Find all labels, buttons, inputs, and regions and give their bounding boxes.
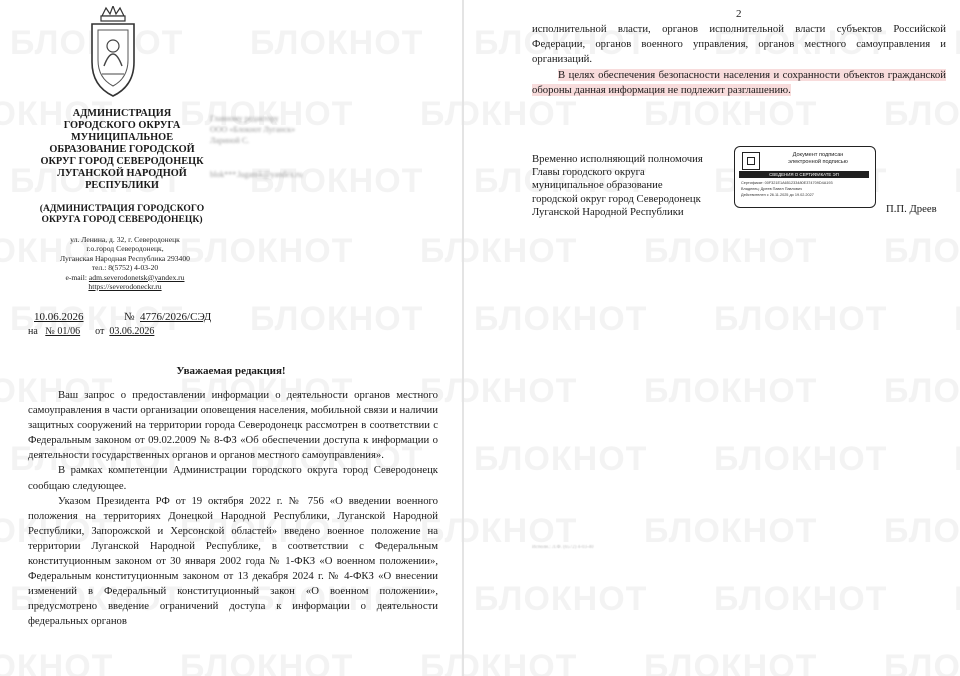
recipient-email: blok***.lugansk@yandex.ru bbox=[210, 170, 303, 179]
watermark-text bbox=[714, 300, 887, 339]
watermark-text bbox=[474, 300, 647, 339]
watermark-text bbox=[714, 440, 887, 479]
page-number: 2 bbox=[736, 8, 742, 20]
paragraph: Ваш запрос о предоставлении информации о деятельности органов местного самоуправления в части организации оповещения населения, мобильной связи и наличии защитных сооружений на территории города Северодонецк рассмотрен в соответствии с Федеральным законом от 09.02.2009 № 8-ФЗ «Об обеспечении доступа к информации о деятельности государственных органов и органов местного самоуправления». bbox=[28, 389, 438, 462]
watermark-text bbox=[954, 300, 960, 339]
watermark-text bbox=[954, 580, 960, 619]
watermark-text bbox=[884, 95, 960, 134]
stamp-bar: СВЕДЕНИЯ О СЕРТИФИКАТЕ ЭП bbox=[739, 171, 869, 178]
stamp-details: Сертификат: 00F321E1A651233480E374709D4A193 Владелец: Дреев Павел Павлович Действителен с 26.11.2025 до 19.02.2027 bbox=[741, 181, 833, 198]
paragraph: Указом Президента РФ от 19 октября 2022 г. № 756 «О введении военного положения на территориях Донецкой Народной Республики, Луганской Народной Республики, Запорожской и Херсонской областей» введено военное положение на территории Луганской Народной Республике, в соответствии с Федеральным конституционным законом от 30 января 2002 года № 1-ФКЗ «О военном положении», Федеральным конституционным законом от 13 декабря 2024 г. № 4-ФКЗ «О внесении изменений в Федеральный конституционный закон «О военном положении», предусмотрено введение ограничений доступа к информации о деятельности федеральных органов bbox=[28, 494, 438, 628]
watermark-text bbox=[420, 95, 462, 134]
registration-date: 10.06.2026 bbox=[34, 311, 84, 323]
watermark-text bbox=[884, 512, 960, 551]
watermark-text bbox=[180, 648, 353, 676]
paragraph-highlighted: В целях обеспечения безопасности населения и сохранности объектов гражданской обороны данная информация не подлежит разглашению. bbox=[532, 68, 946, 96]
watermark-text bbox=[464, 95, 577, 134]
watermark-text bbox=[420, 232, 462, 271]
watermark-text bbox=[884, 372, 960, 411]
document-page-1 bbox=[0, 0, 462, 676]
registration-number: № 4776/2026/СЭД bbox=[124, 311, 212, 323]
paragraph: исполнительной власти, органов исполнительной власти субъектов Российской Федерации, органов военного управления, органов местного самоуправления и организаций. bbox=[532, 23, 946, 66]
organization-address: ул. Ленина, д. 32, г. Северодонецк г.о.город Северодонецк, Луганская Народная Республика 293400 тел.: 8(5752) 4-03-20 e-mail: adm.severodonetsk@yandex.ru https://severodoneckr.ru bbox=[40, 235, 210, 291]
executor-note: Исполн.: Л.Ф. (6572) 4-03-40 bbox=[532, 545, 594, 550]
paragraph: В рамках компетенции Администрации городского округа город Северодонецк сообщаю следующее. bbox=[28, 464, 438, 492]
watermark-text bbox=[954, 24, 960, 63]
document-page-2 bbox=[464, 0, 960, 676]
watermark-text bbox=[250, 300, 423, 339]
watermark-text bbox=[644, 95, 817, 134]
greeting: Уважаемая редакция! bbox=[176, 365, 286, 377]
organization-short-name: (АДМИНИСТРАЦИЯ ГОРОДСКОГО ОКРУГА ГОРОД СЕВЕРОДОНЕЦК) bbox=[39, 203, 205, 225]
email-link[interactable]: adm.severodonetsk@yandex.ru bbox=[88, 272, 185, 282]
watermark-text bbox=[644, 372, 817, 411]
watermark-text bbox=[420, 648, 462, 676]
watermark-text bbox=[644, 648, 817, 676]
watermark-text bbox=[714, 580, 887, 619]
watermark-text bbox=[464, 648, 577, 676]
letter-continuation bbox=[532, 22, 946, 98]
watermark-text bbox=[250, 162, 423, 201]
watermark-text bbox=[464, 232, 577, 271]
watermark-text bbox=[954, 162, 960, 201]
digital-signature-stamp bbox=[734, 146, 876, 208]
watermark-text bbox=[644, 232, 817, 271]
watermark-text bbox=[250, 24, 423, 63]
recipient-block: Главному редактору ООО «Блокнот Луганск» Лариной С. bbox=[210, 114, 296, 145]
watermark-text bbox=[0, 648, 113, 676]
reference-line: на № 01/06 от 03.06.2026 bbox=[28, 326, 155, 337]
organization-name: АДМИНИСТРАЦИЯ ГОРОДСКОГО ОКРУГА МУНИЦИПАЛЬНОЕ ОБРАЗОВАНИЕ ГОРОДСКОЙ ОКРУГ ГОРОД СЕВЕРОДОНЕЦК ЛУГАНСКОЙ НАРОДНОЙ РЕСПУБЛИКИ bbox=[40, 108, 204, 191]
watermark-text bbox=[884, 648, 960, 676]
signature-title: Временно исполняющий полномочия Главы городского округа муниципальное образование городской округ город Северодонецк Луганской Народной Республики bbox=[532, 153, 703, 218]
watermark-text bbox=[884, 232, 960, 271]
watermark-text bbox=[474, 580, 647, 619]
coat-of-arms-icon bbox=[84, 6, 142, 98]
letter-body bbox=[28, 388, 438, 630]
email-label: e-mail: bbox=[65, 272, 88, 282]
watermark-text bbox=[474, 440, 647, 479]
stamp-title: Документ подписан электронной подписью bbox=[788, 152, 848, 165]
signer-name: П.П. Дреев bbox=[886, 203, 937, 215]
watermark-text bbox=[644, 512, 817, 551]
certificate-icon bbox=[742, 152, 760, 170]
watermark-text bbox=[464, 372, 577, 411]
website-link[interactable]: https://severodoneckr.ru bbox=[88, 282, 162, 292]
watermark-text bbox=[954, 440, 960, 479]
